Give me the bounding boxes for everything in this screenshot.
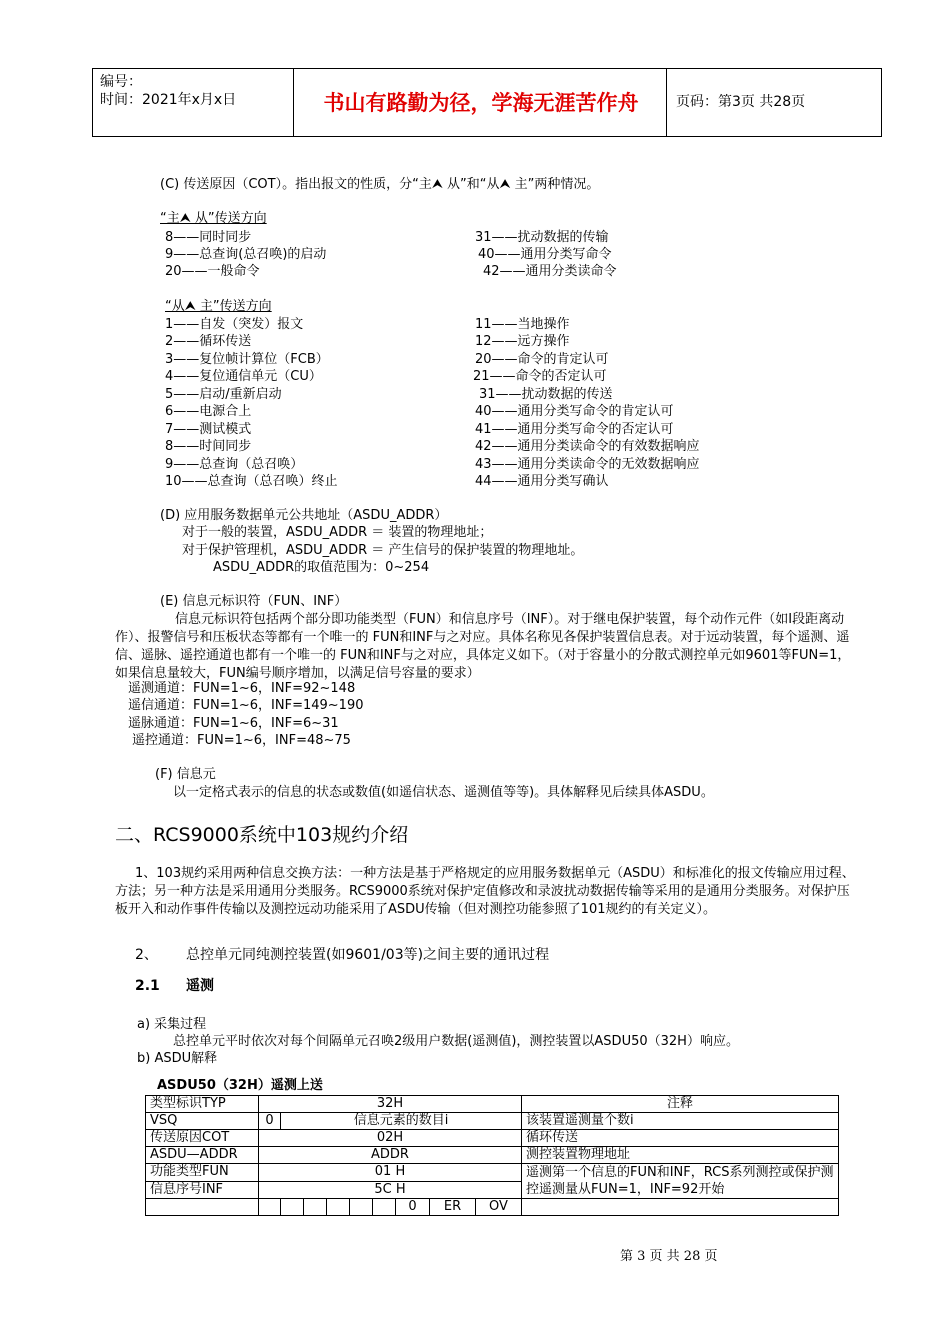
page-indicator: 页码：第3页 共28页 [676, 94, 806, 110]
section-d-heading: (D) 应用服务数据单元公共地址（ASDU_ADDR） [160, 508, 448, 523]
table-cell [373, 1199, 396, 1216]
table-cell [281, 1199, 304, 1216]
header-bottom-rule [92, 136, 882, 137]
s2m-right-item: 12——远方操作 [475, 334, 570, 349]
table-cell: 信息元素的数目i [281, 1113, 522, 1130]
s2m-right-item: 40——通用分类写命令的肯定认可 [475, 404, 674, 419]
header-divider [293, 68, 294, 136]
s2m-right-item: 41——通用分类写命令的否定认可 [475, 422, 674, 437]
m2s-title: “主⮝ 从”传送方向 [160, 211, 267, 226]
table-row [146, 1164, 839, 1182]
table-cell [350, 1199, 373, 1216]
s2m-right-item: 11——当地操作 [475, 317, 570, 332]
s2m-right-item: 42——通用分类读命令的有效数据响应 [475, 439, 700, 454]
table-cell [304, 1199, 327, 1216]
m2s-left-item: 9——总查询(总召唤)的启动 [165, 247, 327, 262]
table-cell: 0 [259, 1113, 281, 1130]
m2s-right-item: 42——通用分类读命令 [483, 264, 617, 279]
table-cell [522, 1199, 839, 1216]
sub21-heading: 遥测 [186, 978, 214, 994]
table-cell: ADDR [259, 1147, 522, 1164]
table-row [146, 1130, 839, 1147]
table-cell: 传送原因COT [146, 1130, 259, 1147]
table-row [146, 1096, 839, 1113]
section-d-line: 对于一般的装置，ASDU_ADDR ＝ 装置的物理地址； [182, 525, 493, 540]
table-cell [327, 1199, 350, 1216]
table-cell [259, 1199, 281, 1216]
table-cell: 测控装置物理地址 [522, 1147, 839, 1164]
s2m-left-item: 4——复位通信单元（CU） [165, 369, 322, 384]
table-cell [146, 1199, 259, 1216]
table-cell: 01 H [259, 1164, 522, 1182]
asdu50-table [145, 1095, 839, 1216]
date-label: 时间：2021年x月x日 [100, 92, 237, 108]
footer-page-number: 第 3 页 共 28 页 [620, 1249, 718, 1264]
sub2-heading: 总控单元同纯测控装置(如9601/03等)之间主要的通讯过程 [186, 947, 550, 963]
s2m-left-item: 6——电源合上 [165, 404, 252, 419]
table-cell: 信息序号INF [146, 1181, 259, 1199]
channel-line: 遥信通道：FUN=1~6，INF=149~190 [128, 698, 364, 713]
m2s-left-item: 8——同时同步 [165, 230, 252, 245]
table-row [146, 1147, 839, 1164]
section-e-heading: (E) 信息元标识符（FUN、INF） [160, 594, 348, 609]
m2s-left-item: 20——一般命令 [165, 264, 260, 279]
table-title: ASDU50（32H）遥测上送 [157, 1078, 323, 1093]
doc-number-label: 编号： [100, 74, 142, 90]
item-a-text: 总控单元平时依次对每个间隔单元召唤2级用户数据(遥测值)，测控装置以ASDU50（32H）响应。 [173, 1034, 739, 1049]
section-e-paragraph: 信息元标识符包括两个部分即功能类型（FUN）和信息序号（INF）。对于继电保护装置，每个动作元件（如Ⅰ段距离动作）、报警信号和压板状态等都有一个唯一的 FUN和INF与之对应。具体名称见各保护装置信息表。对于远动装置，每个遥测、遥信、遥脉、遥控通道也都有一个唯一的 FUN和INF与之对应，具体定义如下。（对于容量小的分散式测控单元如9601等FUN=1，如果信息量较大，FUN编号顺序增加，以满足信号容量的要求） [115, 612, 851, 681]
header-slogan: 书山有路勤为径，学海无涯苦作舟 [323, 90, 639, 115]
s2m-right-item: 20——命令的肯定认可 [475, 352, 609, 367]
header-divider [881, 68, 882, 136]
s2m-left-item: 1——自发（突发）报文 [165, 317, 304, 332]
s2m-left-item: 5——启动/重新启动 [165, 387, 282, 402]
table-cell: 循环传送 [522, 1130, 839, 1147]
s2m-left-item: 8——时间同步 [165, 439, 252, 454]
table-cell: 功能类型FUN [146, 1164, 259, 1182]
m2s-right-item: 40——通用分类写命令 [478, 247, 612, 262]
table-cell: 遥测第一个信息的FUN和INF，RCS系列测控或保护测控遥测量从FUN=1，INF=92开始 [522, 1164, 839, 1199]
s2m-title: “从⮝ 主”传送方向 [165, 299, 272, 314]
sub2-number: 2、 [135, 947, 158, 963]
section-d-line: 对于保护管理机，ASDU_ADDR ＝ 产生信号的保护装置的物理地址。 [182, 543, 584, 558]
header-divider [666, 68, 667, 136]
s2m-right-item: 21——命令的否定认可 [473, 369, 607, 384]
s2m-left-item: 10——总查询（总召唤）终止 [165, 474, 338, 489]
item-a-label: a) 采集过程 [137, 1017, 207, 1032]
table-cell: 0 [396, 1199, 430, 1216]
s2m-right-item: 43——通用分类读命令的无效数据响应 [475, 457, 700, 472]
item-b-label: b) ASDU解释 [137, 1051, 218, 1066]
sub21-number: 2.1 [135, 978, 160, 994]
section-c-heading: (C) 传送原因（COT）。指出报文的性质，分“主⮝ 从”和“从⮝ 主”两种情况。 [160, 177, 600, 192]
table-cell: ER [430, 1199, 476, 1216]
header-top-rule [92, 68, 882, 69]
channel-line: 遥控通道：FUN=1~6，INF=48~75 [132, 733, 351, 748]
table-cell: 5C H [259, 1181, 522, 1199]
s2m-left-item: 2——循环传送 [165, 334, 252, 349]
channel-line: 遥脉通道：FUN=1~6，INF=6~31 [128, 716, 339, 731]
s2m-right-item: 44——通用分类写确认 [475, 474, 609, 489]
part2-paragraph: 1、103规约采用两种信息交换方法：一种方法是基于严格规定的应用服务数据单元（ASDU）和标准化的报文传输应用过程、方法；另一种方法是采用通用分类服务。RCS9000系统对保护定值修改和录波扰动数据传输等采用的是通用分类服务。对保护压板开入和动作事件传输以及测控远动功能采用了ASDU传输（但对测控功能参照了101规约的有关定义）。 [115, 866, 855, 917]
s2m-right-item: 31——扰动数据的传送 [479, 387, 613, 402]
table-cell: OV [476, 1199, 522, 1216]
table-cell: 该装置遥测量个数i [522, 1113, 839, 1130]
table-cell: ASDU—ADDR [146, 1147, 259, 1164]
section-f-line: 以一定格式表示的信息的状态或数值(如遥信状态、遥测值等等)。具体解释见后续具体ASDU。 [173, 785, 714, 800]
section-d-line: ASDU_ADDR的取值范围为：0~254 [213, 560, 430, 575]
header-divider [92, 68, 93, 136]
table-cell: 32H [259, 1096, 522, 1113]
part2-title: 二、RCS9000系统中103规约介绍 [115, 824, 409, 846]
s2m-left-item: 9——总查询（总召唤） [165, 457, 304, 472]
table-cell: 类型标识TYP [146, 1096, 259, 1113]
channel-line: 遥测通道：FUN=1~6，INF=92~148 [128, 681, 356, 696]
s2m-left-item: 3——复位帧计算位（FCB） [165, 352, 329, 367]
s2m-left-item: 7——测试模式 [165, 422, 252, 437]
table-cell: 注释 [522, 1096, 839, 1113]
table-row [146, 1113, 839, 1130]
table-row [146, 1199, 839, 1216]
table-cell: VSQ [146, 1113, 259, 1130]
table-cell: 02H [259, 1130, 522, 1147]
m2s-right-item: 31——扰动数据的传输 [475, 230, 609, 245]
section-f-heading: (F) 信息元 [155, 767, 216, 782]
